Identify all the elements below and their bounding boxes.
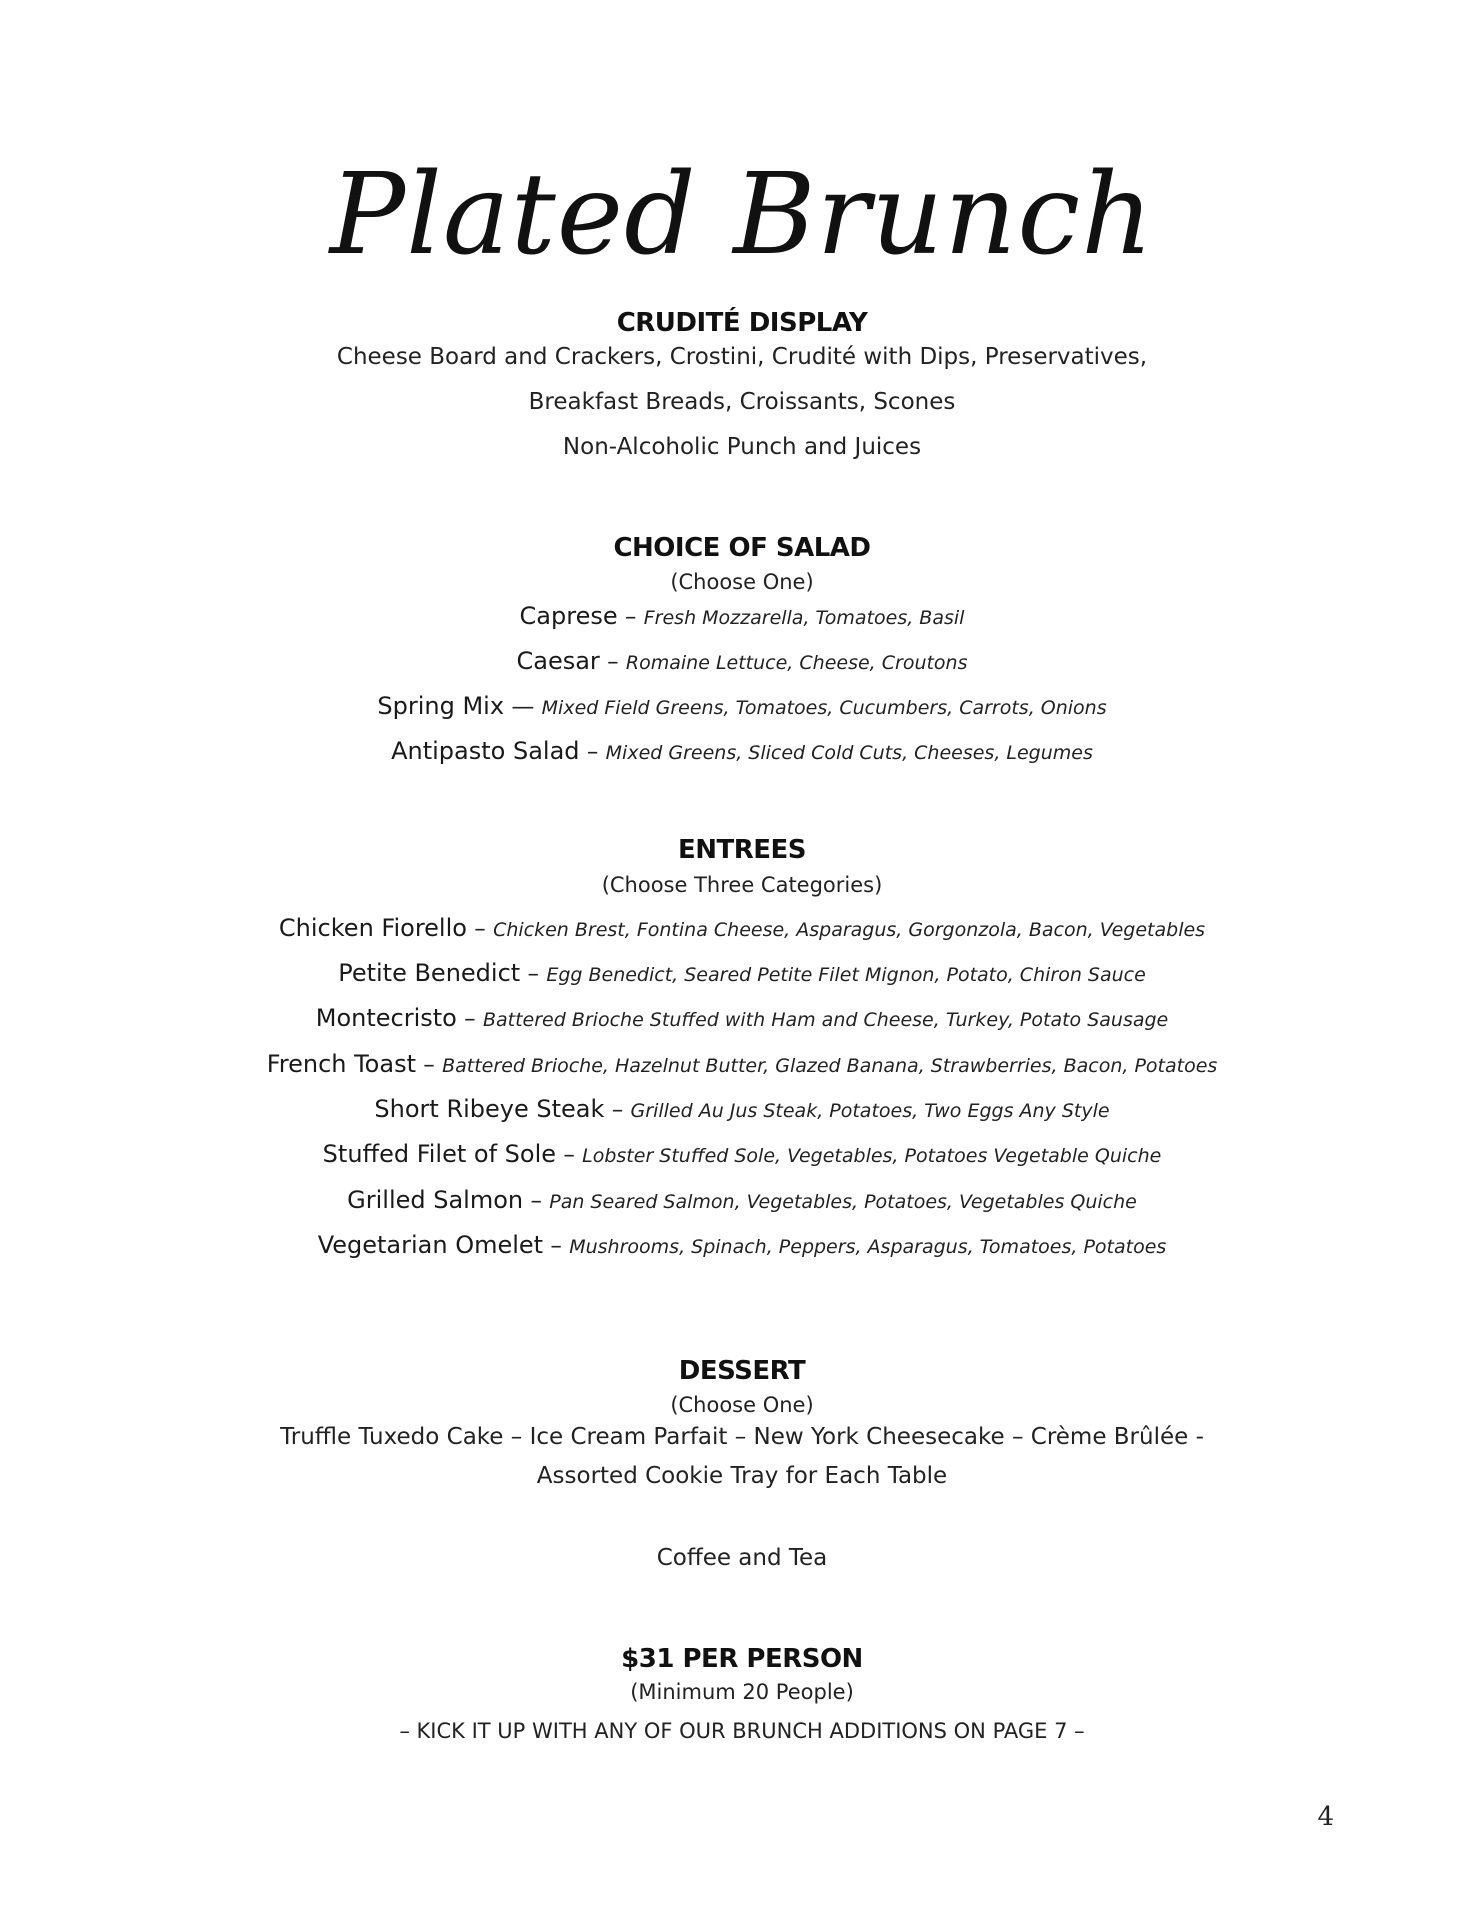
entree-item — [0, 1095, 1484, 1123]
item-name: Caprese — [519, 602, 618, 630]
item-separator: – — [624, 604, 637, 630]
item-description: Pan Seared Salmon, Vegetables, Potatoes, Vegetables Quiche — [549, 1191, 1137, 1213]
item-separator: – — [607, 649, 619, 675]
item-description: Chicken Brest, Fontina Cheese, Asparagus, Gorgonzola, Bacon, Vegetables — [493, 919, 1206, 941]
entrees-note: (Choose Three Categories) — [601, 873, 883, 897]
item-name: Petite Benedict — [338, 959, 521, 987]
salad-item — [0, 602, 1484, 630]
price-heading: $31 PER PERSON — [621, 1644, 863, 1674]
item-description: Fresh Mozzarella, Tomatoes, Basil — [643, 607, 965, 629]
item-name: French Toast — [266, 1050, 416, 1078]
item-separator: — — [511, 694, 535, 720]
item-name: Chicken Fiorello — [278, 914, 467, 942]
item-separator: – — [464, 1006, 476, 1032]
item-description: Grilled Au Jus Steak, Potatoes, Two Eggs Any Style — [630, 1100, 1110, 1122]
crudite-line: Breakfast Breads, Croissants, Scones — [528, 389, 956, 415]
item-name: Stuffed Filet of Sole — [322, 1140, 557, 1168]
item-name: Grilled Salmon — [347, 1186, 524, 1214]
entree-item — [0, 1004, 1484, 1032]
item-name: Short Ribeye Steak — [374, 1095, 605, 1123]
entree-item — [0, 1231, 1484, 1259]
item-separator: – — [611, 1097, 624, 1123]
item-name: Spring Mix — [377, 692, 505, 720]
item-description: Battered Brioche, Hazelnut Butter, Glazed Banana, Strawberries, Bacon, Potatoes — [442, 1055, 1218, 1077]
item-description: Egg Benedict, Seared Petite Filet Mignon, Potato, Chiron Sauce — [546, 964, 1146, 986]
item-description: Battered Brioche Stuffed with Ham and Cheese, Turkey, Potato Sausage — [482, 1009, 1169, 1031]
salad-heading: CHOICE OF SALAD — [613, 533, 871, 563]
item-separator: – — [474, 916, 486, 942]
salad-item — [0, 692, 1484, 720]
page-number: 4 — [1317, 1802, 1334, 1832]
entree-item — [0, 1186, 1484, 1214]
item-name: Antipasto Salad — [391, 737, 580, 765]
page-title: Plated Brunch — [329, 150, 1155, 280]
dessert-heading: DESSERT — [678, 1356, 806, 1386]
item-separator: – — [527, 961, 539, 987]
salad-item — [0, 737, 1484, 765]
item-separator: – — [423, 1052, 435, 1078]
entree-item — [0, 1140, 1484, 1168]
item-separator: – — [563, 1142, 575, 1168]
price-note: (Minimum 20 People) — [630, 1680, 854, 1704]
coffee-tea-line: Coffee and Tea — [656, 1545, 828, 1571]
crudite-heading: CRUDITÉ DISPLAY — [616, 308, 868, 338]
dessert-line: Truffle Tuxedo Cake – Ice Cream Parfait – New York Cheesecake – Crème Brûlée - — [280, 1424, 1204, 1450]
dessert-line: Assorted Cookie Tray for Each Table — [536, 1463, 948, 1489]
item-name: Vegetarian Omelet — [317, 1231, 544, 1259]
crudite-line: Cheese Board and Crackers, Crostini, Crudité with Dips, Preservatives, — [336, 344, 1148, 370]
item-description: Romaine Lettuce, Cheese, Croutons — [625, 652, 968, 674]
entree-item — [0, 959, 1484, 987]
item-name: Caesar — [516, 647, 600, 675]
item-separator: – — [586, 739, 599, 765]
item-name: Montecristo — [315, 1004, 457, 1032]
item-description: Mushrooms, Spinach, Peppers, Asparagus, Tomatoes, Potatoes — [569, 1236, 1167, 1258]
entree-item — [0, 1050, 1484, 1078]
entree-item — [0, 914, 1484, 942]
salad-item — [0, 647, 1484, 675]
dessert-note: (Choose One) — [670, 1393, 814, 1417]
item-description: Mixed Field Greens, Tomatoes, Cucumbers, Carrots, Onions — [541, 697, 1107, 719]
entrees-heading: ENTREES — [677, 835, 807, 865]
brunch-additions-tagline: – KICK IT UP WITH ANY OF OUR BRUNCH ADDITIONS ON PAGE 7 – — [399, 1719, 1085, 1743]
item-separator: – — [530, 1188, 542, 1214]
salad-note: (Choose One) — [670, 570, 814, 594]
item-description: Mixed Greens, Sliced Cold Cuts, Cheeses, Legumes — [605, 742, 1093, 764]
item-separator: – — [550, 1233, 562, 1259]
crudite-line: Non-Alcoholic Punch and Juices — [562, 434, 922, 460]
item-description: Lobster Stuffed Sole, Vegetables, Potatoes Vegetable Quiche — [582, 1145, 1162, 1167]
